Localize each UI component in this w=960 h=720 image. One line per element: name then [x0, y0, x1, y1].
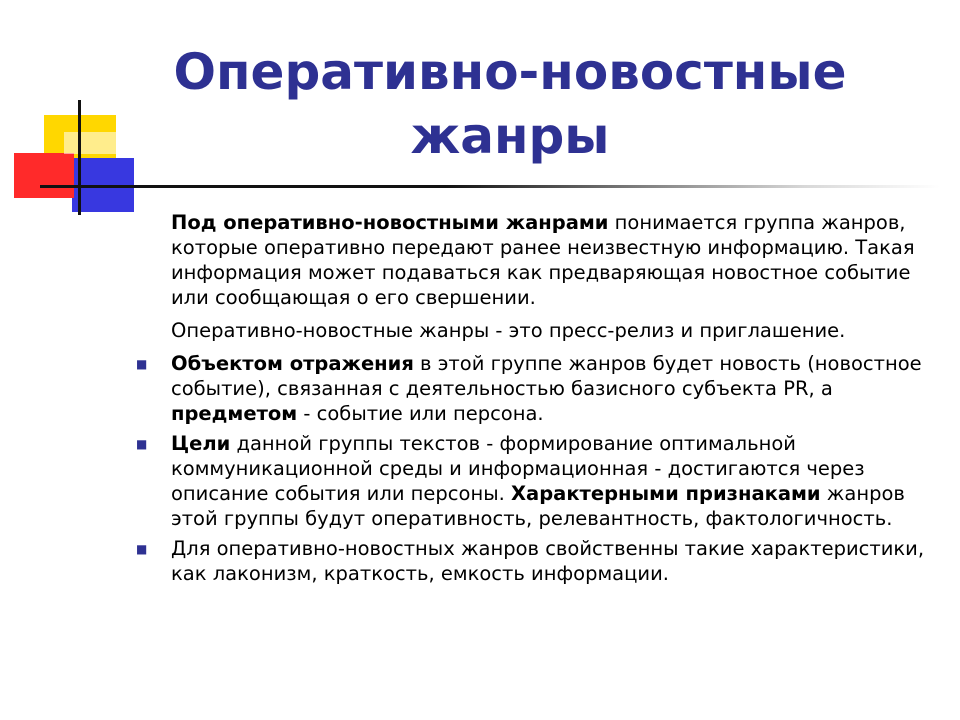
decor-highlight	[64, 132, 116, 154]
subject-term: предметом	[171, 402, 298, 425]
bullet-square-icon: ■	[136, 437, 148, 451]
definition-term: Под оперативно-новостными жанрами	[171, 211, 609, 234]
bullet-item-object	[128, 351, 928, 426]
slide-body	[128, 210, 928, 591]
genres-list-text: Оперативно-новостные жанры - это пресс-релиз и приглашение.	[171, 319, 846, 342]
bullet-item-goals	[128, 431, 928, 531]
paragraph-definition	[128, 210, 928, 310]
definition-text: понимается группа жанров, которые оперативно передают ранее неизвестную информацию. Такая информация может подаваться как предваряющая новостное событие или сообщающая о его свершении.	[171, 211, 915, 309]
features-text: жанров этой группы будут оперативность, релевантность, фактологичность.	[171, 482, 905, 530]
slide-title	[160, 40, 860, 168]
bullet-square-icon: ■	[136, 542, 148, 556]
slide-title-line1: Оперативно-новостные	[173, 43, 847, 101]
title-divider-line	[40, 185, 940, 188]
object-text: в этой группе жанров будет новость (новостное событие), связанная с деятельностью базисного субъекта PR, а	[171, 352, 922, 400]
characteristics-text: Для оперативно-новостных жанров свойственны такие характеристики, как лаконизм, краткость, емкость информации.	[171, 537, 925, 585]
features-term: Характерными признаками	[511, 482, 821, 505]
bullet-item-characteristics	[128, 536, 928, 586]
bullet-square-icon: ■	[136, 357, 148, 371]
goals-text: данной группы текстов - формирование оптимальной коммуникационной среды и информационная - достигаются через описание события или персоны.	[171, 432, 865, 505]
decor-vertical-line	[78, 100, 81, 215]
goals-term: Цели	[171, 432, 231, 455]
subject-text: - событие или персона.	[297, 402, 544, 425]
object-term: Объектом отражения	[171, 352, 414, 375]
paragraph-genres-list	[128, 318, 928, 343]
decor-red-square	[14, 153, 74, 198]
slide-title-line2: жанры	[410, 107, 610, 165]
